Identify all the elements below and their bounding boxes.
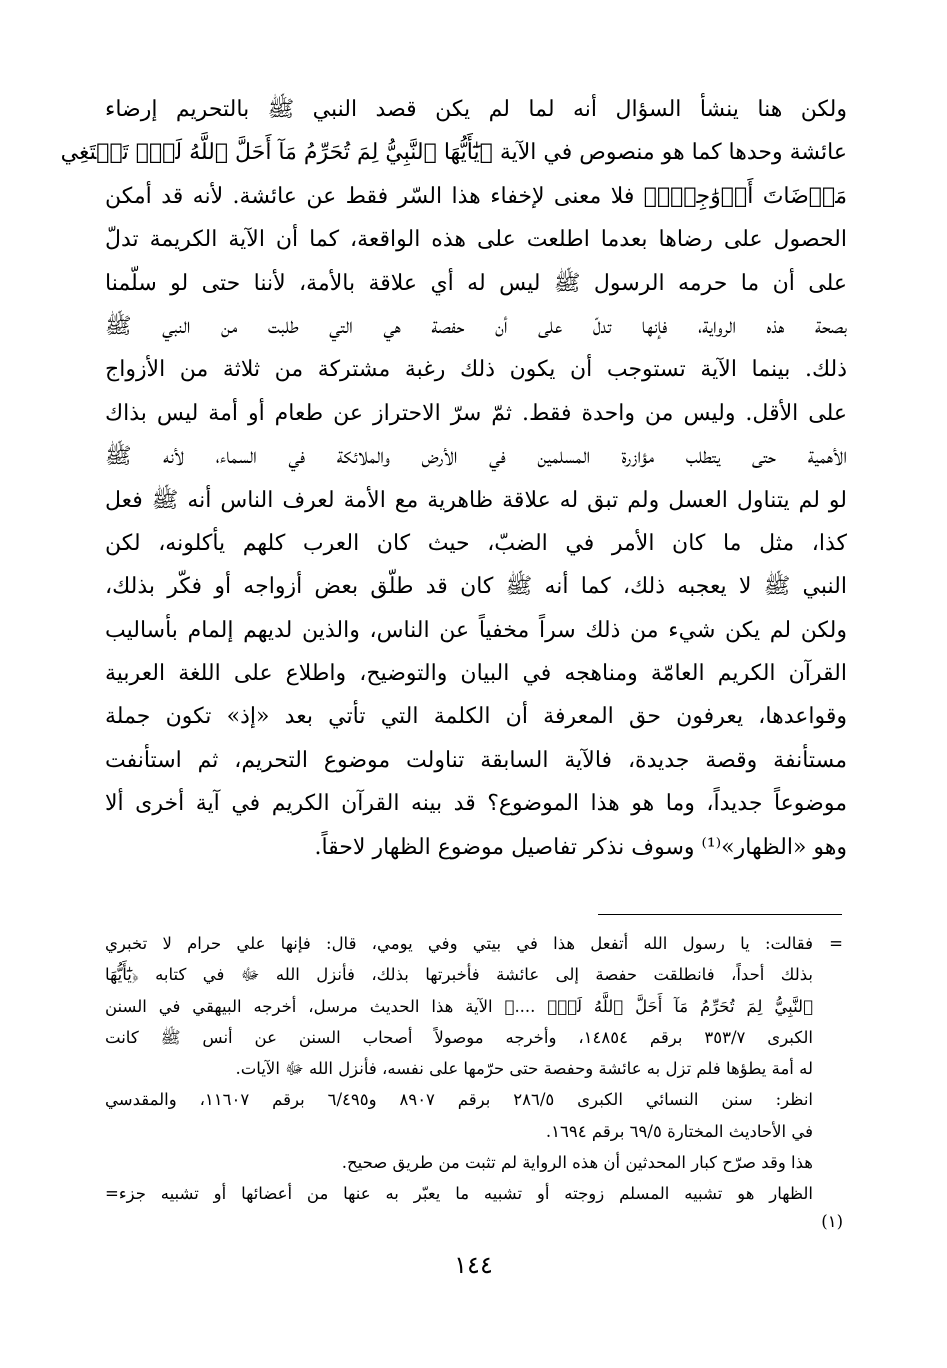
body-line: لو لم يتناول العسل ولم تبق له علاقة ظاهرية مع الأمة لعرف الناس أنه ﷺ فعل: [105, 487, 847, 513]
footnote-line: فقالت: يا رسول الله أتفعل هذا في بيتي وفي يومي، قال: فإنها علي حرام لا تخبري: [105, 934, 813, 953]
body-line: النبي ﷺ لا يعجبه ذلك، كما أنه ﷺ كان قد طلّق بعض أزواجه أو فكّر بذلك،: [105, 574, 847, 600]
footnote-separator: [598, 914, 842, 915]
body-line: القرآن الكريم العامّة ومناهجه في البيان والتوضيح، واطلاع على اللغة العربية: [105, 661, 847, 687]
body-line: ولكن لم يكن شيء من ذلك سراً مخفياً عن الناس، والذين لديهم إلمام بأساليب: [105, 617, 847, 643]
body-line: ولكن هنا ينشأ السؤال أنه لما لم يكن قصد النبي ﷺ بالتحريم إرضاء: [105, 97, 847, 122]
footnote-1-text: الظهار هو تشبيه المسلم زوجته أو تشبيه ما يعبّر به عنها من أعضائها أو تشبيه جزء=: [105, 1184, 813, 1204]
body-line: وهو «الظهار»⁽¹⁾ وسوف نذكر تفاصيل موضوع الظهار لاحقاً.: [314, 834, 847, 860]
footnotes: [105, 928, 847, 1210]
body-line: على الأقل. وليس من واحدة فقط. ثمّ سرّ الاحتراز عن طعام أو أمة ليس بذاك: [105, 400, 847, 426]
footnote-line: بذلك أحداً، فانطلقت حفصة إلى عائشة فأخبرتها بذلك، فأنزل الله ﷻ في كتابه ﴿يَٰٓأَيُّهَا: [105, 965, 813, 985]
body-line: ذلك. بينما الآية تستوجب أن يكون ذلك رغبة مشتركة من ثلاثة من الأزواج: [105, 357, 847, 383]
main-text: [60, 88, 847, 869]
body-line: مستأنفة وقصة جديدة، فالآية السابقة تناولت موضوع التحريم، ثم استأنفت: [105, 747, 847, 773]
body-line: كذا، مثل ما كان الأمر في الضبّ، حيث كان العرب كلهم يأكلونه، لكن: [105, 530, 847, 556]
body-line: الأهمية حتى يتطلب مؤازرة المسلمين في الأرض والملائكة في السماء، لأنه ﷺ: [105, 444, 847, 470]
body-line: الحصول على رضاها بعدما اطلعت على هذه الواقعة، كما أن الآية الكريمة تدلّ: [105, 227, 847, 253]
footnote-reference: في الأحاديث المختارة ٦٩/٥ برقم ١٦٩٤.: [545, 1121, 813, 1141]
body-line: وقواعدها، يعرفون حق المعرفة أن الكلمة التي تأتي بعد «إذ» تكون جملة: [105, 704, 847, 730]
page-number: ١٤٤: [454, 1251, 493, 1279]
footnote-1-marker: (١): [821, 1212, 843, 1231]
footnote-line: ٱلنَّبِيُّ لِمَ تُحَرِّمُ مَآ أَحَلَّ ٱللَّهُ لَكَۖ ....﴾ الآية هذا الحديث مرسل، أخرجه البيهقي في السنن: [105, 996, 813, 1016]
footnote-continuation: [105, 928, 813, 1210]
body-line: على أن ما حرمه الرسول ﷺ ليس له أي علاقة بالأمة، لأننا حتى لو سلّمنا: [105, 270, 847, 296]
footnote-closing-line: هذا وقد صرّح كبار المحدثين أن هذه الرواية لم تثبت من طريق صحيح.: [341, 1153, 813, 1173]
footnote-reference: انظر: سنن النسائي الكبرى ٢٨٦/٥ برقم ٨٩٠٧ و٦/٤٩٥ برقم ١١٦٠٧، والمقدسي: [105, 1090, 814, 1110]
body-line: بصحة هذه الرواية، فإنها تدلّ على أن حفصة هي التي طلبت من النبي ﷺ: [105, 313, 847, 339]
footnote-continuation-marker: =: [829, 934, 843, 953]
footnote-line: له أمة يطؤها فلم تزل به عائشة وحفصة حتى حرّمها على نفسه، فأنزل الله ﷻ الآيات.: [235, 1059, 813, 1079]
footnote-line: الكبرى ٣٥٣/٧ برقم ١٤٨٥٤، وأخرجه موصولاً أصحاب السنن عن أنس ﷺ كانت: [105, 1027, 813, 1047]
body-line: مَرۡضَاتَ أَزۡوَٰجِكَۚ﴾ فلا معنى لإخفاء هذا السّر فقط عن عائشة. لأنه قد أمكن: [105, 183, 847, 209]
body-line: عائشة وحدها كما هو منصوص في الآية ﴿يَٰٓأَيُّهَا ٱلنَّبِيُّ لِمَ تُحَرِّمُ مَآ أَحَلَّ ٱللَّهُ لَكَۖ تَبۡتَغِي: [60, 140, 847, 166]
body-line: موضوعاً جديداً، وما هو هذا الموضوع؟ قد بينه القرآن الكريم في آية أخرى ألا: [105, 791, 847, 817]
